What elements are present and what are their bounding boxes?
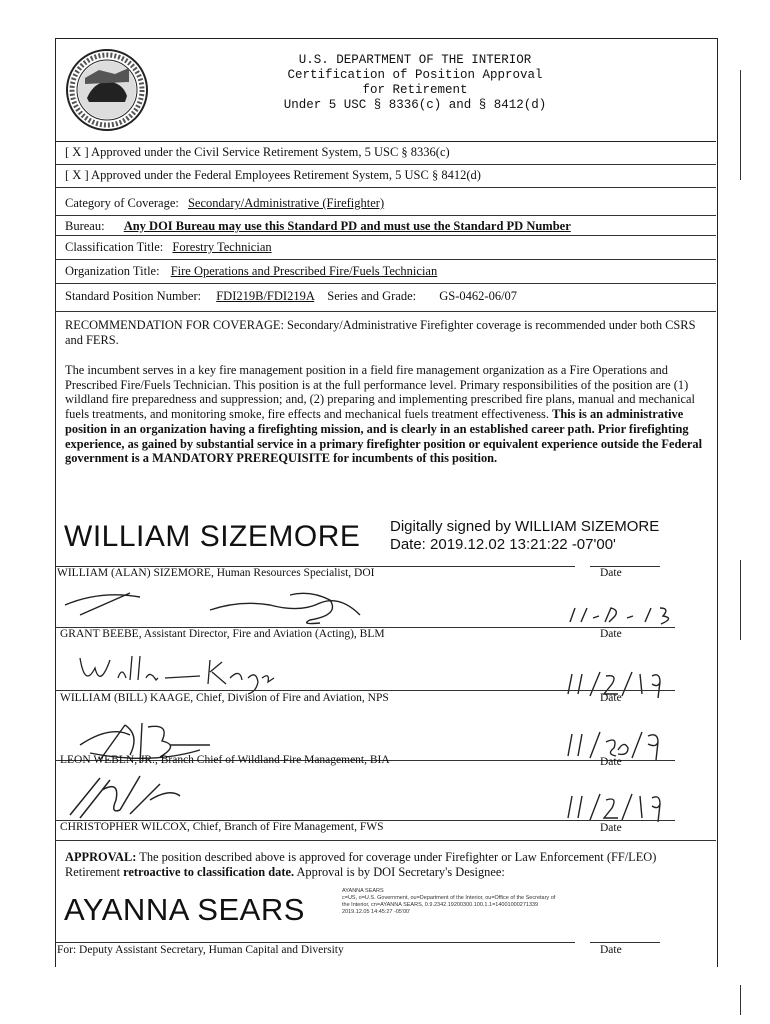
date-line: [565, 820, 675, 821]
classification-row: [65, 240, 272, 255]
digital-signature-signed: Digitally signed by WILLIAM SIZEMORE: [390, 518, 660, 535]
divider: [55, 283, 716, 284]
description-bold-text: This is an administrative position in an organization having a firefighting mission, and is clearly in an established career path. Prior firefighting experience, as gained by substantial service in a primary firefighter position or equivalent experience outside the Federal government is a MANDATORY PREREQUISITE for incumbents of this position.: [65, 407, 703, 466]
position-description: [65, 363, 705, 466]
divider: [55, 164, 716, 165]
fers-approval: [ X ] Approved under the Federal Employees Retirement System, 5 USC § 8412(d): [65, 168, 481, 182]
header-line-2: Certification of Position Approval: [287, 68, 543, 82]
approval-designee-text: Approval is by DOI Secretary's Designee:: [294, 864, 505, 879]
header-title-block: [195, 53, 635, 113]
signatory-3-date-label: Date: [600, 692, 622, 704]
digital-signature-2-details: [342, 888, 672, 916]
final-signatory-title: For: Deputy Assistant Secretary, Human Capital and Diversity: [57, 944, 344, 956]
header-line-4: Under 5 USC § 8336(c) and § 8412(d): [283, 98, 547, 112]
position-number-row: [65, 289, 517, 304]
page-edge-mark: [740, 985, 741, 1015]
description-text: The incumbent serves in a key fire management position in a field fire management organization as a Fire Operations and Prescribed Fire/Fuels Technician. This position is at the full performance level. Primary responsibilities of the position are (1) wildland fire preparedness and suppression; and, (2) preparing and implementing prescribed fire plans, manual and mechanical fuels treatments, and monitoring smoke, fire effects and mechanical fuels treatment effectiveness.: [65, 363, 695, 422]
category-label: Category of Coverage:: [65, 196, 179, 210]
bureau-value: Any DOI Bureau may use this Standard PD and must use the Standard PD Number: [123, 219, 571, 233]
approval-text: The position described above is approved for coverage under Firefighter or Law Enforcement (FF/LEO) Retirement: [65, 850, 657, 879]
csrs-approval: [ X ] Approved under the Civil Service Retirement System, 5 USC § 8336(c): [65, 145, 450, 159]
recommendation-text: RECOMMENDATION FOR COVERAGE: Secondary/Administrative Firefighter coverage is recommended under both CSRS and FERS.: [65, 318, 696, 347]
series-label: Series and Grade:: [327, 289, 417, 303]
spn-label: Standard Position Number:: [65, 289, 202, 303]
signatory-2-date-label: Date: [600, 628, 622, 640]
approval-statement: [65, 850, 710, 879]
classification-value: Forestry Technician: [172, 240, 272, 254]
digital-signature-2-fine-3: the Interior, cn=AYANNA SEARS, 0.9.2342.19200300.100.1.1=14001000271339: [342, 902, 539, 908]
document-header: [55, 38, 716, 142]
signatory-5-date-label: Date: [600, 822, 622, 834]
signatory-1-date-label: Date: [600, 567, 622, 579]
signatory-3-title: WILLIAM (BILL) KAAGE, Chief, Division of Fire and Aviation, NPS: [60, 692, 389, 704]
divider: [55, 840, 716, 841]
header-line-3: for Retirement: [362, 83, 468, 97]
digital-signature-2-name: AYANNA SEARS: [64, 892, 305, 927]
digital-signature-2-fine-1: AYANNA SEARS: [342, 888, 384, 894]
category-value: Secondary/Administrative (Firefighter): [187, 196, 385, 210]
signatory-2-title: GRANT BEEBE, Assistant Director, Fire and Aviation (Acting), BLM: [60, 628, 385, 640]
digital-signature-date: Date: 2019.12.02 13:21:22 -07'00': [390, 536, 616, 553]
christopher-wilcox-signature: [60, 770, 210, 822]
category-row: [65, 196, 384, 211]
signatory-4-title: LEON WEBLN, JR., Branch Chief of Wildland Fire Management, BIA: [60, 754, 390, 766]
grant-beebe-signature: [60, 585, 380, 630]
divider: [55, 215, 716, 216]
signatory-1-title: WILLIAM (ALAN) SIZEMORE, Human Resources Specialist, DOI: [57, 567, 375, 579]
divider: [55, 187, 716, 188]
digital-signature-meta: [390, 518, 659, 554]
date-line: [590, 942, 660, 943]
organization-value: Fire Operations and Prescribed Fire/Fuels Technician: [170, 264, 438, 278]
page-edge-mark: [740, 70, 741, 180]
bureau-label: Bureau:: [65, 219, 105, 233]
christopher-wilcox-date-handwriting: [560, 790, 670, 824]
page-edge-mark: [740, 560, 741, 640]
signature-line: [55, 690, 575, 691]
signatory-5-title: CHRISTOPHER WILCOX, Chief, Branch of Fire Management, FWS: [60, 821, 384, 833]
series-value: GS-0462-06/07: [439, 289, 518, 303]
organization-label: Organization Title:: [65, 264, 160, 278]
final-date-label: Date: [600, 944, 622, 956]
digital-signature-2-fine-2: c=US, o=U.S. Government, ou=Department of the Interior, ou=Office of the Secretary of: [342, 895, 556, 901]
classification-label: Classification Title:: [65, 240, 164, 254]
approval-label: APPROVAL:: [65, 850, 137, 864]
divider: [55, 311, 716, 312]
spn-value: FDI219B/FDI219A: [216, 289, 315, 303]
signatory-4-date-label: Date: [600, 756, 622, 768]
digital-signature-2-fine-4: 2019.12.05 14:45:27 -05'00': [342, 909, 411, 915]
divider: [55, 259, 716, 260]
approval-retroactive: retroactive to classification date.: [123, 864, 295, 879]
doi-seal-icon: [65, 48, 149, 132]
digital-signature-name: WILLIAM SIZEMORE: [64, 520, 361, 553]
divider: [55, 235, 716, 236]
grant-beebe-date-handwriting: [565, 600, 695, 630]
bureau-row: [65, 219, 571, 234]
date-line: [565, 690, 675, 691]
signature-line: [55, 942, 575, 943]
header-line-1: U.S. DEPARTMENT OF THE INTERIOR: [298, 53, 532, 67]
organization-row: [65, 264, 437, 279]
